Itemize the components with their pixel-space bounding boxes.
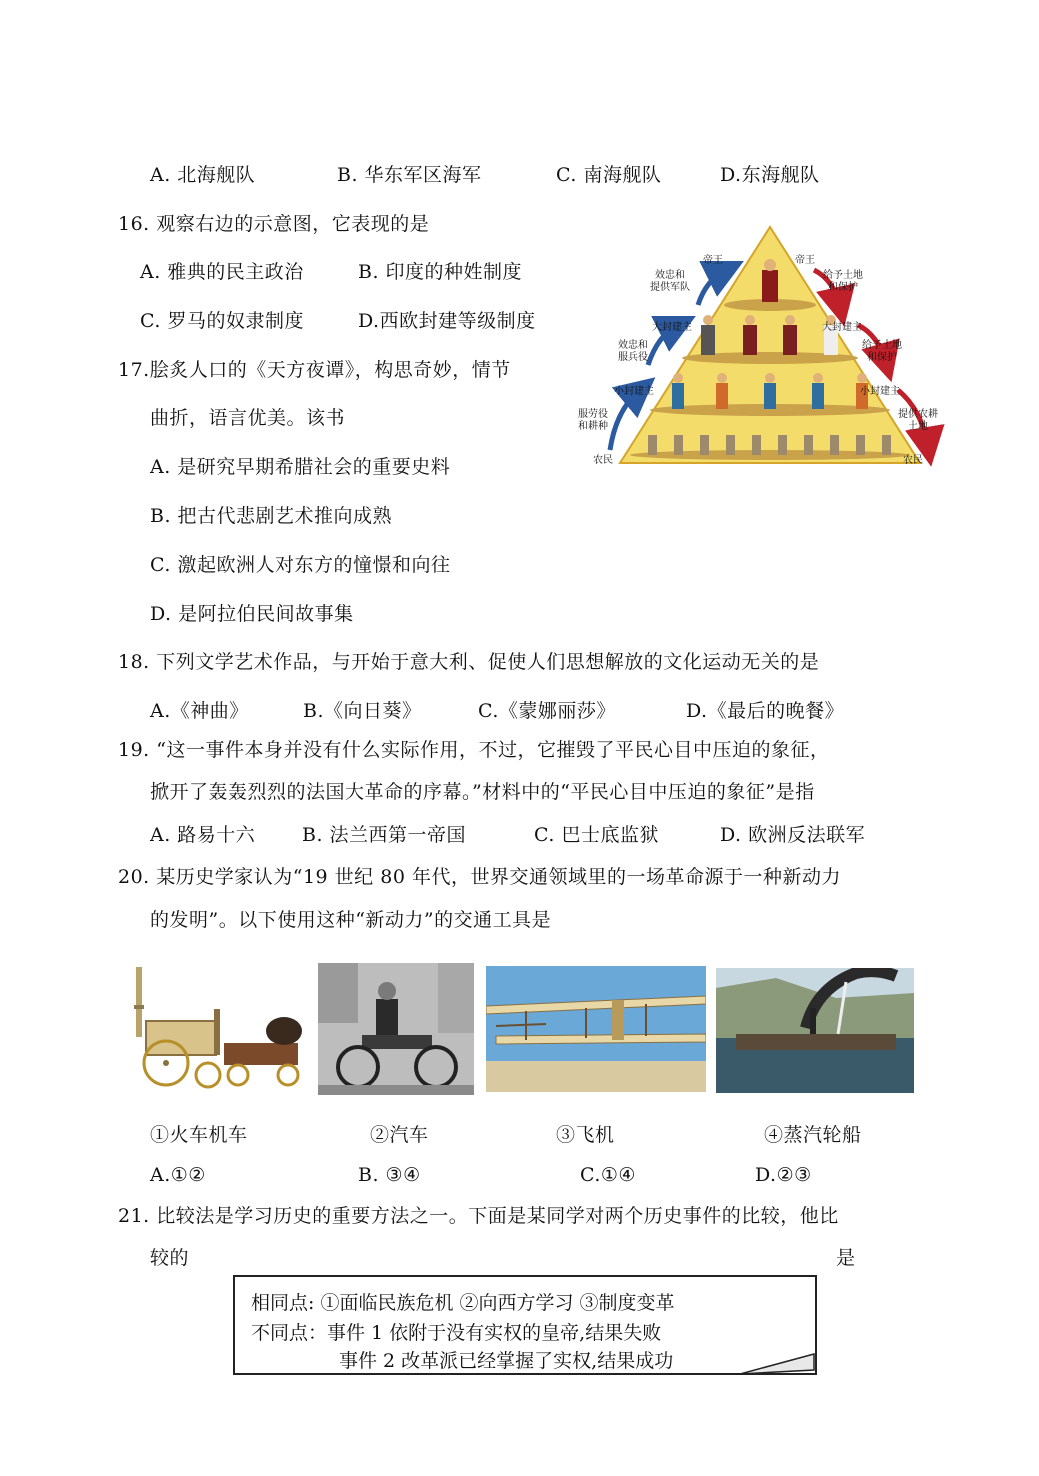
comparison-differences-line1: 不同点：事件 1 依附于没有实权的皇帝,结果失败 bbox=[251, 1322, 662, 1344]
q20-option-d: D.②③ bbox=[755, 1164, 812, 1186]
q18-option-c: C.《蒙娜丽莎》 bbox=[478, 700, 616, 722]
q20-caption-locomotive: ①火车机车 bbox=[150, 1124, 248, 1146]
q20-caption-car: ②汽车 bbox=[370, 1124, 429, 1146]
steamship-image bbox=[716, 968, 914, 1093]
q16-option-d: D.西欧封建等级制度 bbox=[358, 310, 536, 332]
q20-stem-line2: 的发明”。以下使用这种“新动力”的交通工具是 bbox=[150, 909, 552, 931]
q20-option-a: A.①② bbox=[150, 1164, 206, 1186]
comparison-box bbox=[233, 1275, 817, 1375]
diagram-label-left-2: 大封建主 bbox=[652, 322, 692, 333]
q18-option-a: A.《神曲》 bbox=[150, 700, 249, 722]
q16-stem: 16. 观察右边的示意图，它表现的是 bbox=[118, 213, 430, 235]
comparison-differences-line2: 事件 2 改革派已经掌握了实权,结果成功 bbox=[339, 1350, 674, 1372]
diagram-label-left-4: 小封建主 bbox=[614, 386, 654, 397]
q21-stem-line2-end: 是 bbox=[836, 1247, 856, 1269]
king-figure bbox=[762, 259, 778, 302]
q20-stem-line1: 20. 某历史学家认为“19 世纪 80 年代，世界交通领域里的一场革命源于一种新动力 bbox=[118, 866, 841, 888]
diagram-label-right-top: 帝王 bbox=[795, 255, 815, 266]
q15-option-d: D.东海舰队 bbox=[720, 164, 820, 186]
q17-option-b: B. 把古代悲剧艺术推向成熟 bbox=[150, 505, 393, 527]
locomotive-image bbox=[128, 965, 310, 1093]
q16-option-c: C. 罗马的奴隶制度 bbox=[140, 310, 304, 332]
q15-option-c: C. 南海舰队 bbox=[556, 164, 662, 186]
diagram-label-right-4: 小封建主 bbox=[860, 386, 900, 397]
q19-stem-line1: 19. “这一事件本身并没有什么实际作用，不过，它摧毁了平民心目中压迫的象征， bbox=[118, 739, 830, 761]
q17-option-a: A. 是研究早期希腊社会的重要史料 bbox=[150, 456, 451, 478]
q18-option-d: D.《最后的晚餐》 bbox=[686, 700, 845, 722]
diagram-label-right-3: 给予土地 和保护 bbox=[862, 340, 902, 363]
q19-stem-line2: 掀开了轰轰烈烈的法国大革命的序幕。”材料中的“平民心目中压迫的象征”是指 bbox=[150, 781, 815, 803]
diagram-label-right-6: 农民 bbox=[903, 455, 923, 466]
diagram-label-right-5: 提供农耕 土地 bbox=[898, 409, 938, 432]
diagram-label-left-top: 帝王 bbox=[703, 255, 723, 266]
q21-stem-line2: 较的 bbox=[150, 1247, 190, 1269]
diagram-label-right-1: 给予土地 和保护 bbox=[823, 270, 863, 293]
q19-option-a: A. 路易十六 bbox=[150, 824, 256, 846]
diagram-label-left-6: 农民 bbox=[593, 455, 613, 466]
automobile-image bbox=[318, 963, 474, 1095]
q16-option-b: B. 印度的种姓制度 bbox=[358, 261, 523, 283]
q17-option-d: D. 是阿拉伯民间故事集 bbox=[150, 603, 354, 625]
q17-stem-line2: 曲折，语言优美。该书 bbox=[150, 407, 346, 429]
airplane-image bbox=[486, 966, 706, 1092]
diagram-label-left-3: 效忠和 服兵役 bbox=[618, 340, 648, 363]
q20-option-c: C.①④ bbox=[580, 1164, 636, 1186]
q19-option-c: C. 巴士底监狱 bbox=[534, 824, 659, 846]
q15-option-b: B. 华东军区海军 bbox=[337, 164, 482, 186]
q20-caption-steamship: ④蒸汽轮船 bbox=[764, 1124, 862, 1146]
q21-stem-line1: 21. 比较法是学习历史的重要方法之一。下面是某同学对两个历史事件的比较，他比 bbox=[118, 1205, 839, 1227]
q18-option-b: B.《向日葵》 bbox=[303, 700, 422, 722]
comparison-similarities: 相同点: ①面临民族危机 ②向西方学习 ③制度变革 bbox=[251, 1292, 675, 1314]
diagram-label-left-5: 服劳役 和耕种 bbox=[578, 409, 608, 432]
q19-option-b: B. 法兰西第一帝国 bbox=[302, 824, 467, 846]
q15-option-a: A. 北海舰队 bbox=[150, 164, 256, 186]
q19-option-d: D. 欧洲反法联军 bbox=[720, 824, 866, 846]
q16-option-a: A. 雅典的民主政治 bbox=[140, 261, 304, 283]
q20-option-b: B. ③④ bbox=[358, 1164, 421, 1186]
diagram-label-right-2: 大封建主 bbox=[822, 322, 862, 333]
q20-caption-plane: ③飞机 bbox=[556, 1124, 615, 1146]
box-folded-corner bbox=[740, 1352, 820, 1376]
q17-stem-line1: 17.脍炙人口的《天方夜谭》，构思奇妙，情节 bbox=[118, 359, 511, 381]
q17-option-c: C. 激起欧洲人对东方的憧憬和向往 bbox=[150, 554, 451, 576]
diagram-label-left-1: 效忠和 提供军队 bbox=[650, 270, 690, 293]
q18-stem: 18. 下列文学艺术作品，与开始于意大利、促使人们思想解放的文化运动无关的是 bbox=[118, 651, 820, 673]
